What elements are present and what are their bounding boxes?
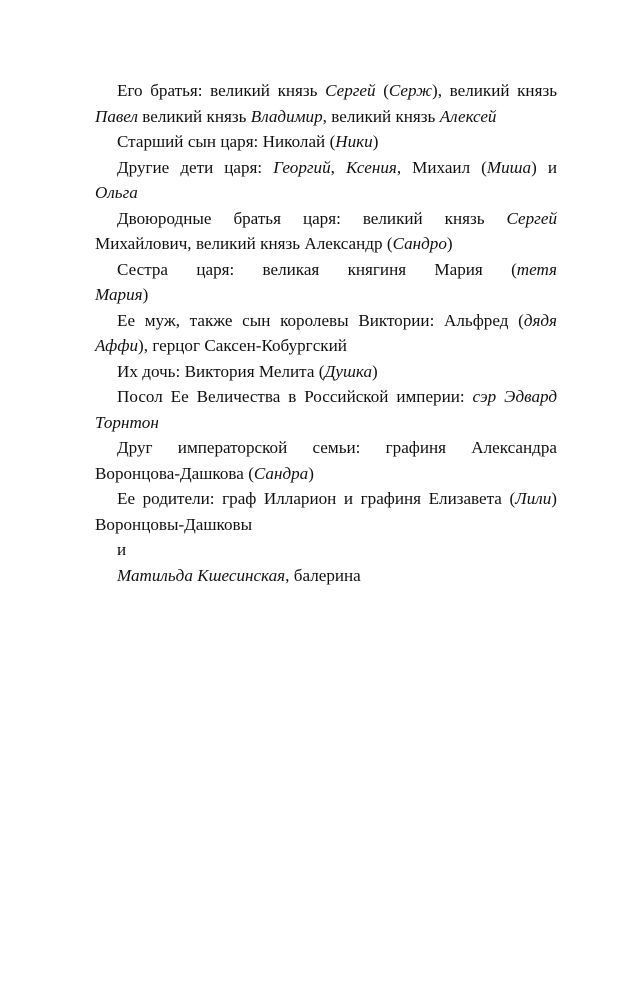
italic-name: Георгий (273, 157, 331, 177)
italic-name: Алексей (439, 106, 497, 126)
text-run: ) Воронцовы-Дашковы (95, 489, 557, 534)
text-run: , (330, 157, 346, 177)
text-run: , великий князь (322, 106, 440, 126)
text-run: Его братья: великий князь (117, 81, 326, 100)
italic-name: дядя Аффи (95, 310, 557, 355)
italic-name: Матильда Кшесинская (117, 565, 286, 585)
text-run: ) и (531, 157, 557, 177)
italic-name: Ольга (95, 183, 138, 202)
text-run: ) (142, 285, 149, 304)
text-run: Ее муж, также сын королевы Виктории: Альфред ( (117, 310, 524, 330)
italic-name: Миша (486, 157, 532, 177)
text-run: ( (375, 81, 389, 100)
paragraph-her-husband (95, 308, 557, 359)
paragraph-other-children (95, 155, 557, 206)
italic-name: Сандро (392, 234, 447, 253)
paragraph-sister (95, 257, 557, 308)
text-run: Посол Ее Величества в Российской империи: (117, 387, 473, 406)
text-run: Сестра царя: великая княгиня Мария ( (117, 259, 517, 279)
paragraph-ballerina (95, 563, 557, 589)
page-text-block (95, 78, 557, 588)
text-run: ), герцог Саксен-Кобургский (138, 336, 347, 355)
text-run: , балерина (285, 565, 361, 585)
italic-name: сэр Эдвард Торнтон (95, 387, 557, 432)
paragraph-line (95, 282, 557, 308)
paragraph-conjunction (95, 537, 557, 563)
paragraph-brothers (95, 78, 557, 129)
italic-name: Сергей (506, 208, 557, 228)
italic-name: Ксения (345, 157, 397, 177)
italic-name: Сандра (253, 463, 309, 483)
paragraph-family-friend (95, 435, 557, 486)
text-run: ), великий князь (432, 81, 557, 100)
paragraph-ambassador (95, 384, 557, 435)
italic-name: Душка (324, 361, 372, 381)
italic-name: Лили (515, 489, 552, 508)
italic-name: Владимир (250, 106, 323, 126)
italic-name: Сергей (325, 81, 376, 100)
paragraph-cousins (95, 206, 557, 257)
paragraph-line (95, 257, 557, 283)
italic-name: Серж (388, 81, 433, 100)
paragraph-her-parents (95, 486, 557, 537)
text-run: великий князь (137, 106, 251, 126)
text-run: и (117, 540, 127, 559)
text-run: Двоюродные братья царя: великий князь (117, 208, 507, 228)
text-run: Старший сын царя: Николай ( (117, 132, 336, 151)
text-run: ) (372, 132, 379, 151)
text-run: , Михаил ( (396, 157, 487, 177)
italic-name: Павел (95, 106, 138, 126)
text-run: ) (372, 361, 378, 381)
text-run: Другие дети царя: (117, 157, 274, 177)
italic-name: тетя (516, 259, 557, 279)
text-run: ) (446, 234, 453, 253)
paragraph-their-daughter (95, 359, 557, 385)
text-run: Их дочь: Виктория Мелита ( (117, 361, 325, 381)
text-run: Друг императорской семьи: графиня Александра Воронцова-Дашкова ( (95, 438, 557, 483)
paragraph-eldest-son (95, 129, 557, 155)
italic-name: Ники (335, 132, 373, 151)
italic-name: Мария (95, 285, 143, 304)
text-run: Михайлович, великий князь Александр ( (95, 234, 393, 253)
text-run: Ее родители: граф Илларион и графиня Елизавета ( (117, 489, 516, 508)
text-run: ) (308, 463, 314, 483)
